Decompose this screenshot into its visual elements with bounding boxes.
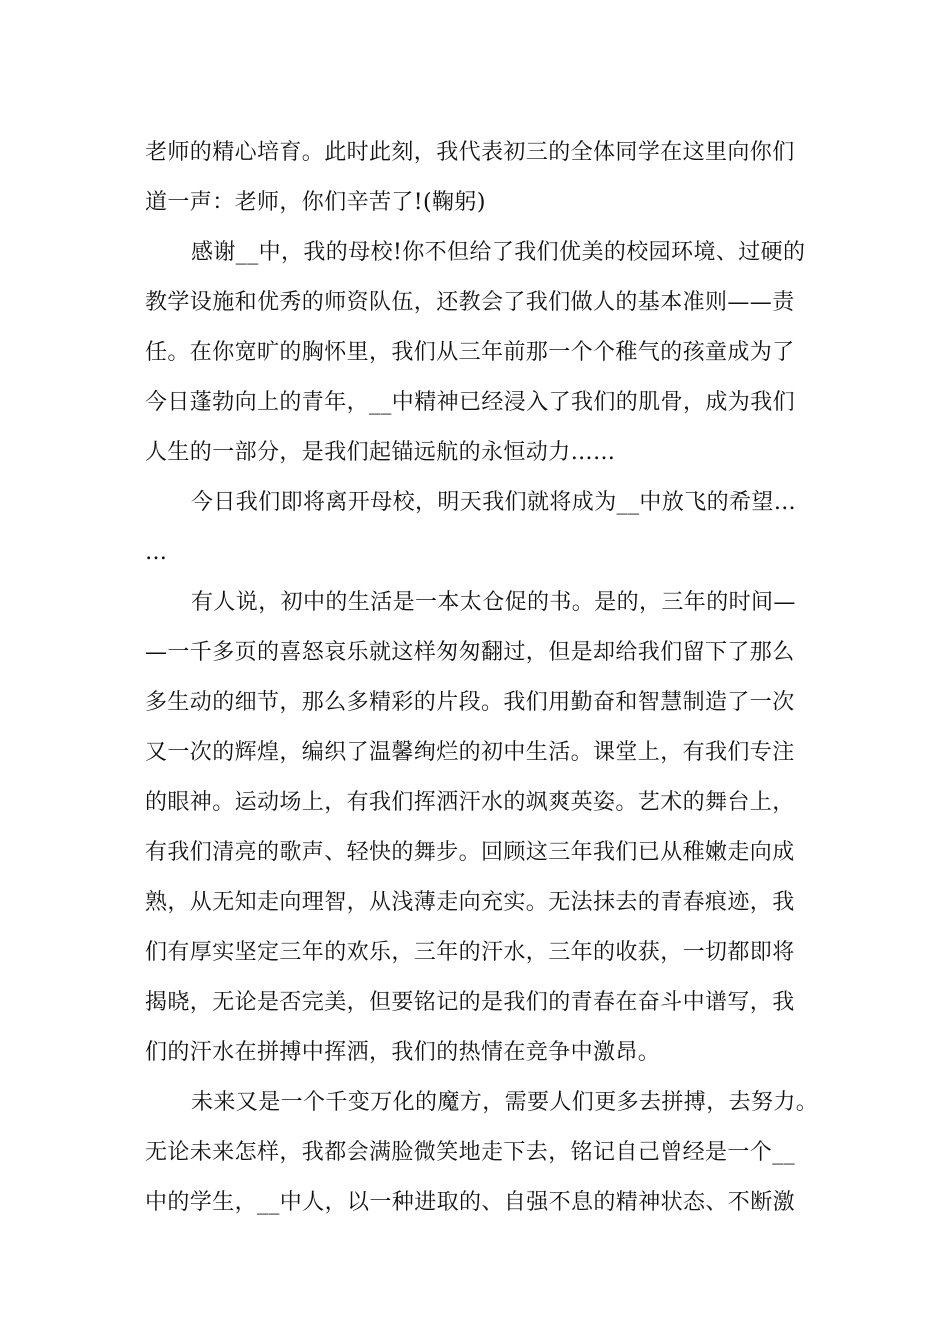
text-line: 又一次的辉煌，编织了温馨绚烂的初中生活。课堂上，有我们专注: [145, 740, 795, 765]
text-line: …: [145, 540, 168, 565]
paragraph-start-line: 未来又是一个千变万化的魔方，需要人们更多去拼搏，去努力。: [191, 1090, 819, 1115]
paragraph-start-line: 有人说，初中的生活是一本太仓促的书。是的，三年的时间—: [191, 590, 796, 615]
document-body: [145, 128, 819, 1228]
text-line: 人生的一部分，是我们起锚远航的永恒动力……: [145, 440, 616, 465]
text-line: 揭晓，无论是否完美，但要铭记的是我们的青春在奋斗中谱写，我: [145, 990, 795, 1015]
paragraph-start-line: 感谢__中，我的母校!你不但给了我们优美的校园环境、过硬的: [191, 240, 806, 265]
text-line: 任。在你宽旷的胸怀里，我们从三年前那一个个稚气的孩童成为了: [145, 340, 795, 365]
text-line: 们的汗水在拼搏中挥洒，我们的热情在竞争中激昂。: [145, 1040, 661, 1065]
text-line: 有我们清亮的歌声、轻快的舞步。回顾这三年我们已从稚嫩走向成: [145, 840, 795, 865]
text-line: —一千多页的喜怒哀乐就这样匆匆翻过，但是却给我们留下了那么: [145, 640, 795, 665]
paragraph-start-line: 今日我们即将离开母校，明天我们就将成为__中放飞的希望…: [191, 490, 797, 515]
text-line: 教学设施和优秀的师资队伍，还教会了我们做人的基本准则——责: [145, 290, 795, 315]
text-line: 老师的精心培育。此时此刻，我代表初三的全体同学在这里向你们: [145, 140, 795, 165]
text-line: 熟，从无知走向理智，从浅薄走向充实。无法抹去的青春痕迹，我: [145, 890, 795, 915]
text-line: 们有厚实坚定三年的欢乐，三年的汗水，三年的收获，一切都即将: [145, 940, 795, 965]
text-line: 中的学生，__中人，以一种进取的、自强不息的精神状态、不断激: [145, 1190, 796, 1215]
text-line: 多生动的细节，那么多精彩的片段。我们用勤奋和智慧制造了一次: [145, 690, 795, 715]
text-line: 无论未来怎样，我都会满脸微笑地走下去，铭记自己曾经是一个__: [145, 1140, 796, 1165]
text-line: 今日蓬勃向上的青年，__中精神已经浸入了我们的肌骨，成为我们: [145, 390, 796, 415]
text-line: 的眼神。运动场上，有我们挥洒汗水的飒爽英姿。艺术的舞台上，: [145, 790, 795, 815]
text-line: 道一声：老师，你们辛苦了!(鞠躬): [145, 190, 486, 215]
